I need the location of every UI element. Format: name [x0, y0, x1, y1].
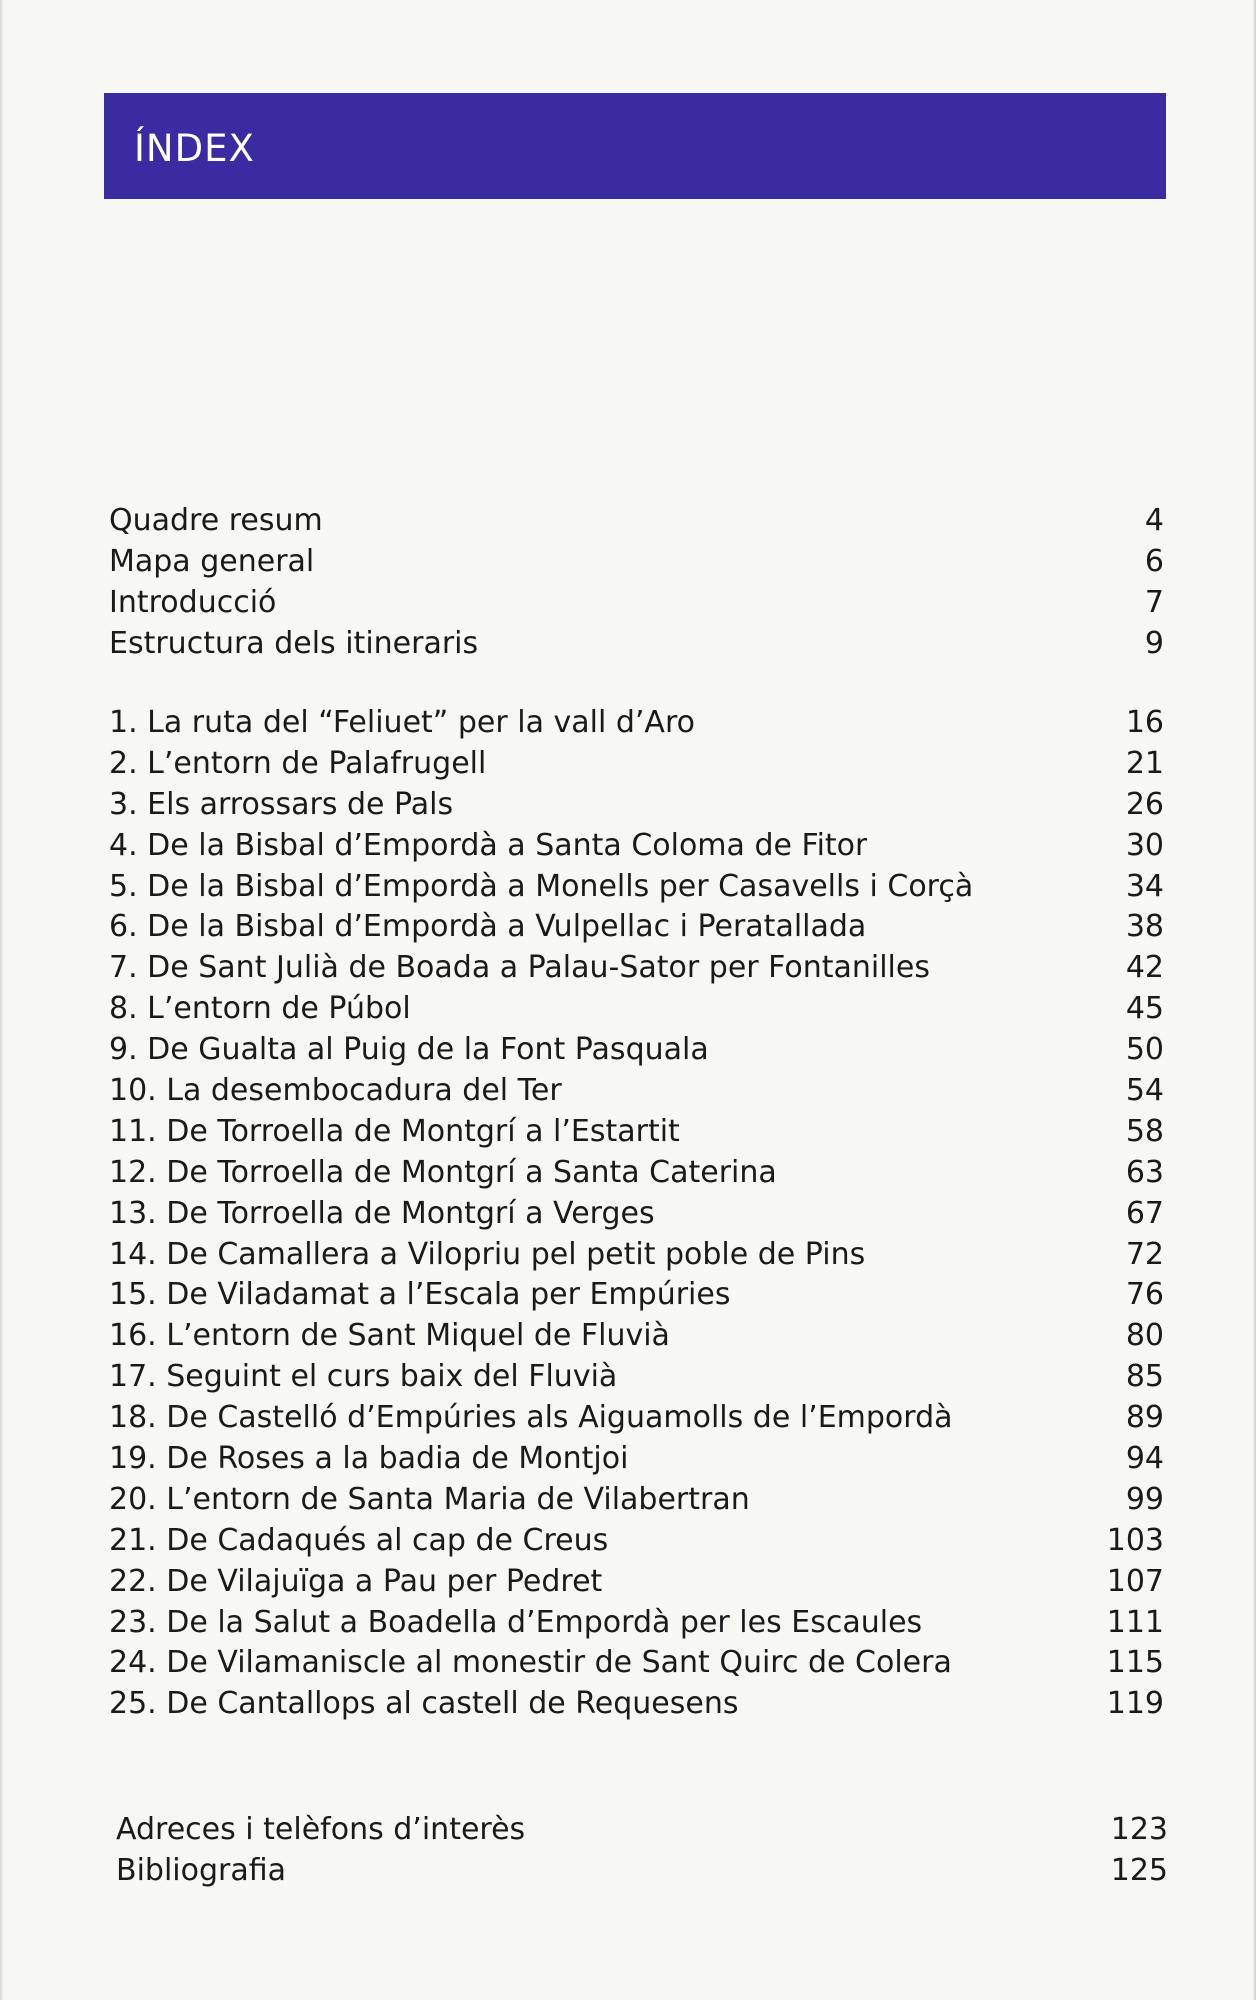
- toc-entry-label: 25. De Cantallops al castell de Requesens: [109, 1686, 739, 1722]
- toc-entry[interactable]: [109, 989, 1166, 1030]
- toc-entry-page-number: 42: [1125, 950, 1164, 986]
- toc-entry-page-number: 119: [1106, 1686, 1164, 1722]
- toc-entry-label: 14. De Camallera a Vilopriu pel petit poble de Pins: [109, 1236, 866, 1272]
- toc-entry[interactable]: [109, 1684, 1166, 1725]
- toc-entry-page-number: 103: [1106, 1522, 1164, 1558]
- toc-entry-page-number: 50: [1125, 1032, 1164, 1068]
- toc-entry-label: 6. De la Bisbal d’Empordà a Vulpellac i Peratallada: [109, 909, 867, 945]
- toc-entry-page-number: 16: [1125, 705, 1164, 740]
- toc-entry[interactable]: [109, 582, 1166, 623]
- toc-entry-page-number: 123: [1110, 1812, 1168, 1847]
- toc-entry[interactable]: [116, 1850, 1170, 1891]
- toc-entry-label: 3. Els arrossars de Pals: [109, 786, 454, 822]
- toc-entry-label: Adreces i telèfons d’interès: [116, 1812, 526, 1847]
- toc-entry-page-number: 125: [1110, 1853, 1168, 1888]
- toc-entry-label: 23. De la Salut a Boadella d’Empordà per les Escaules: [109, 1604, 923, 1640]
- toc-entry-page-number: 85: [1125, 1359, 1164, 1395]
- toc-entry[interactable]: [109, 907, 1166, 948]
- toc-entry[interactable]: [109, 1153, 1166, 1194]
- toc-entry-page-number: 94: [1125, 1441, 1164, 1477]
- toc-entry[interactable]: [109, 744, 1166, 785]
- toc-entry[interactable]: [109, 703, 1166, 744]
- page-title: ÍNDEX: [134, 126, 255, 170]
- toc-entry[interactable]: [109, 1071, 1166, 1112]
- toc-entry[interactable]: [109, 867, 1166, 908]
- toc-entry[interactable]: [109, 1643, 1166, 1684]
- toc-entry-page-number: 45: [1125, 991, 1164, 1027]
- toc-entry[interactable]: [109, 1275, 1166, 1316]
- toc-entry-label: Introducció: [109, 585, 277, 620]
- toc-entry[interactable]: [109, 623, 1166, 664]
- toc-entry-label: 4. De la Bisbal d’Empordà a Santa Coloma de Fitor: [109, 827, 868, 863]
- toc-entry-page-number: 80: [1125, 1318, 1164, 1354]
- toc-entry-page-number: 107: [1106, 1563, 1164, 1599]
- toc-entry[interactable]: [109, 1603, 1166, 1644]
- toc-entry[interactable]: [109, 1521, 1166, 1562]
- toc-entry-label: Mapa general: [109, 544, 315, 579]
- toc-entry-page-number: 54: [1125, 1073, 1164, 1109]
- toc-entry-label: Bibliografia: [116, 1853, 287, 1888]
- toc-entry-label: Estructura dels itineraris: [109, 626, 479, 661]
- toc-entry[interactable]: [109, 1316, 1166, 1357]
- toc-entry-page-number: 67: [1125, 1195, 1164, 1231]
- toc-entry[interactable]: [109, 1112, 1166, 1153]
- toc-entry-label: 2. L’entorn de Palafrugell: [109, 745, 487, 781]
- toc-entry-page-number: 21: [1125, 745, 1164, 781]
- toc-entry-label: 16. L’entorn de Sant Miquel de Fluvià: [109, 1318, 670, 1354]
- toc-entry-label: 9. De Gualta al Puig de la Font Pasquala: [109, 1032, 709, 1068]
- toc-entry-label: 7. De Sant Julià de Boada a Palau-Sator per Fontanilles: [109, 950, 930, 986]
- toc-entry-label: 22. De Vilajuïga a Pau per Pedret: [109, 1563, 603, 1599]
- toc-entry-page-number: 72: [1125, 1236, 1164, 1272]
- toc-entry-page-number: 34: [1125, 868, 1164, 904]
- toc-entry[interactable]: [109, 1562, 1166, 1603]
- toc-routes: [109, 703, 1166, 1725]
- toc-entry-page-number: 115: [1106, 1645, 1164, 1681]
- toc-entry-label: 12. De Torroella de Montgrí a Santa Caterina: [109, 1154, 777, 1190]
- toc-entry-page-number: 26: [1125, 786, 1164, 822]
- toc-entry[interactable]: [116, 1809, 1170, 1850]
- toc-entry[interactable]: [109, 1030, 1166, 1071]
- toc-entry-label: 17. Seguint el curs baix del Fluvià: [109, 1359, 618, 1395]
- toc-entry-page-number: 38: [1125, 909, 1164, 945]
- toc-entry[interactable]: [109, 785, 1166, 826]
- toc-entry-page-number: 89: [1125, 1400, 1164, 1436]
- toc-entry-page-number: 63: [1125, 1154, 1164, 1190]
- toc-entry[interactable]: [109, 948, 1166, 989]
- toc-entry[interactable]: [109, 500, 1166, 541]
- toc-entry-label: 24. De Vilamaniscle al monestir de Sant Quirc de Colera: [109, 1645, 952, 1681]
- toc-entry-label: 20. L’entorn de Santa Maria de Vilabertran: [109, 1481, 750, 1517]
- toc-entry-page-number: 111: [1106, 1604, 1164, 1640]
- toc-entry[interactable]: [109, 541, 1166, 582]
- toc-entry-page-number: 58: [1125, 1113, 1164, 1149]
- toc-entry-label: 5. De la Bisbal d’Empordà a Monells per Casavells i Corçà: [109, 868, 974, 904]
- toc-entry-label: Quadre resum: [109, 503, 323, 538]
- toc-entry[interactable]: [109, 1398, 1166, 1439]
- toc-entry-page-number: 4: [1144, 503, 1164, 538]
- toc-entry-page-number: 30: [1125, 827, 1164, 863]
- toc-entry[interactable]: [109, 1194, 1166, 1235]
- toc-entry[interactable]: [109, 826, 1166, 867]
- toc-entry[interactable]: [109, 1235, 1166, 1276]
- toc-entry-label: 11. De Torroella de Montgrí a l’Estartit: [109, 1113, 680, 1149]
- toc-back-matter: [116, 1809, 1170, 1891]
- toc-entry-label: 15. De Viladamat a l’Escala per Empúries: [109, 1277, 731, 1313]
- toc-entry[interactable]: [109, 1439, 1166, 1480]
- toc-entry-page-number: 9: [1144, 626, 1164, 661]
- toc-front-matter: [109, 500, 1166, 664]
- toc-entry-label: 21. De Cadaqués al cap de Creus: [109, 1522, 609, 1558]
- index-title-bar: [104, 93, 1166, 199]
- toc-entry-label: 10. La desembocadura del Ter: [109, 1073, 562, 1109]
- toc-entry-page-number: 6: [1144, 544, 1164, 579]
- toc-entry-page-number: 76: [1125, 1277, 1164, 1313]
- toc-entry[interactable]: [109, 1480, 1166, 1521]
- toc-entry-label: 1. La ruta del “Feliuet” per la vall d’Aro: [109, 705, 695, 740]
- toc-entry-page-number: 7: [1144, 585, 1164, 620]
- toc-entry[interactable]: [109, 1357, 1166, 1398]
- toc-entry-label: 19. De Roses a la badia de Montjoi: [109, 1441, 629, 1477]
- toc-entry-page-number: 99: [1125, 1481, 1164, 1517]
- toc-entry-label: 18. De Castelló d’Empúries als Aiguamolls de l’Empordà: [109, 1400, 953, 1436]
- page-edge-left: [0, 0, 3, 2000]
- toc-entry-label: 8. L’entorn de Púbol: [109, 991, 411, 1027]
- toc-entry-label: 13. De Torroella de Montgrí a Verges: [109, 1195, 655, 1231]
